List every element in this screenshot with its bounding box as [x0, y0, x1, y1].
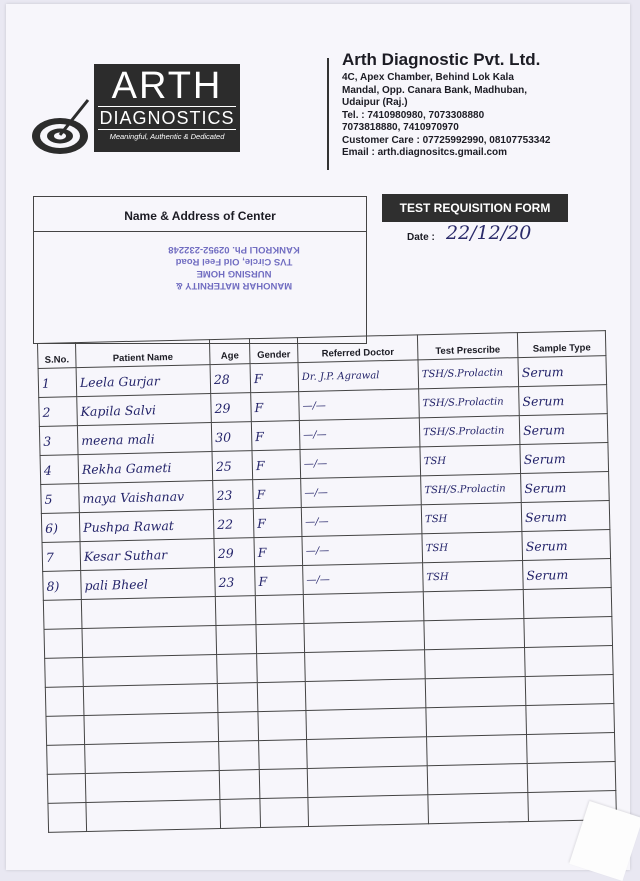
cell-test [428, 792, 529, 823]
cell-sno [44, 629, 83, 659]
cell-patient-name [84, 712, 219, 744]
cell-sno [47, 774, 86, 804]
cell-age [217, 654, 258, 684]
cell-referred-doctor: —/— [301, 505, 422, 537]
cell-patient-name: pali Bheel [81, 568, 216, 600]
address-line: Udaipur (Raj.) [342, 97, 408, 108]
column-header: Sample Type [517, 331, 606, 358]
cell-referred-doctor: Dr. J.P. Agrawal [298, 360, 419, 392]
cell-sample-type: Serum [519, 414, 608, 445]
cell-sno [45, 658, 84, 688]
cell-test: TSH/S.Prolactin [419, 387, 520, 418]
cell-age: 30 [211, 422, 252, 452]
phone-line: Tel. : 7410980980, 7073308880 [342, 109, 485, 121]
cell-referred-doctor: —/— [300, 447, 421, 479]
stamp-line: NURSING HOME [196, 268, 272, 279]
cell-gender: F [253, 479, 302, 509]
cell-sample-type: Serum [518, 356, 607, 387]
cell-age [217, 683, 258, 713]
cell-age [216, 625, 257, 655]
cell-age: 22 [213, 509, 254, 539]
cell-sno: 5 [41, 484, 80, 514]
cell-gender: F [254, 537, 303, 567]
cell-referred-doctor: —/— [303, 563, 424, 595]
phone-line: 7073818880, 7410970970 [342, 122, 459, 133]
cell-test: TSH [423, 561, 524, 592]
center-stamp [134, 243, 334, 291]
form-title: TEST REQUISITION FORM [382, 194, 568, 222]
cell-age: 28 [210, 364, 251, 394]
cell-gender: F [255, 566, 304, 596]
cell-sample-type: Serum [523, 559, 612, 590]
table-body [38, 356, 616, 833]
customer-care-line: Customer Care : 07725992990, 08107753342 [342, 134, 551, 146]
cell-gender [255, 595, 304, 625]
cell-sample-type [525, 675, 614, 706]
cell-gender: F [252, 450, 301, 480]
cell-test [425, 648, 526, 679]
logo-subtitle: DIAGNOSTICS [99, 108, 235, 128]
target-logo-icon [30, 98, 94, 156]
cell-gender [256, 624, 305, 654]
stamp-line: MANOHAR MATERNITY & [175, 280, 293, 291]
logo-tagline: Meaningful, Authentic & Dedicated [109, 132, 225, 141]
cell-referred-doctor [308, 795, 429, 827]
cell-referred-doctor: —/— [302, 534, 423, 566]
center-heading: Name & Address of Center [34, 197, 366, 232]
cell-sno: 4 [40, 455, 79, 485]
cell-sample-type: Serum [521, 501, 610, 532]
column-header: Patient Name [76, 340, 211, 368]
cell-sample-type [523, 588, 612, 619]
column-header: Age [209, 339, 250, 365]
cell-sno: 7 [42, 542, 81, 572]
cell-referred-doctor [307, 766, 428, 798]
cell-test: TSH [422, 532, 523, 563]
header-divider [327, 58, 329, 170]
cell-sample-type [527, 761, 616, 792]
cell-patient-name: Pushpa Rawat [79, 510, 214, 542]
brand-logo [94, 64, 240, 152]
cell-patient-name: maya Vaishanav [79, 481, 214, 513]
cell-test [426, 706, 527, 737]
stamp-line: TVS Circle, Old Feel Road [175, 256, 293, 267]
cell-sno [48, 803, 87, 833]
cell-patient-name [86, 799, 221, 831]
cell-gender: F [253, 508, 302, 538]
cell-referred-doctor [303, 592, 424, 624]
cell-age: 29 [211, 393, 252, 423]
cell-age [220, 799, 261, 829]
cell-sno: 2 [39, 397, 78, 427]
address-line: Mandal, Opp. Canara Bank, Madhuban, [342, 84, 528, 96]
cell-patient-name: meena mali [77, 423, 212, 455]
cell-referred-doctor: —/— [299, 389, 420, 421]
cell-gender: F [250, 363, 299, 393]
cell-sno: 6) [41, 513, 80, 543]
cell-patient-name [81, 597, 216, 629]
cell-referred-doctor: —/— [299, 418, 420, 450]
cell-sample-type [524, 617, 613, 648]
cell-gender [257, 682, 306, 712]
cell-sample-type: Serum [519, 385, 608, 416]
cell-sno: 8) [43, 571, 82, 601]
cell-patient-name: Leela Gurjar [76, 365, 211, 397]
cell-test [423, 590, 524, 621]
cell-test: TSH/S.Prolactin [419, 416, 520, 447]
cell-sno: 1 [38, 368, 77, 398]
cell-sample-type [526, 704, 615, 735]
cell-sample-type: Serum [520, 443, 609, 474]
column-header: S.No. [38, 343, 77, 369]
cell-sample-type [525, 646, 614, 677]
cell-gender [258, 710, 307, 740]
logo-wordmark: ARTH [111, 65, 223, 107]
stamp-line: KANKROLI Ph. 02952-232248 [168, 244, 300, 255]
cell-test: TSH/S.Prolactin [418, 358, 519, 389]
cell-patient-name: Kapila Salvi [77, 394, 212, 426]
cell-age: 23 [215, 567, 256, 597]
cell-gender [259, 768, 308, 798]
cell-gender: F [251, 421, 300, 451]
date-label: Date : [407, 232, 435, 243]
column-header: Test Prescribe [417, 333, 518, 360]
cell-sno [47, 745, 86, 775]
cell-age: 29 [214, 538, 255, 568]
cell-sample-type: Serum [521, 472, 610, 503]
center-address-box [33, 196, 367, 344]
cell-patient-name [85, 741, 220, 773]
cell-age [219, 741, 260, 771]
company-name: Arth Diagnostic Pvt. Ltd. [342, 50, 541, 69]
cell-patient-name: Rekha Gameti [78, 452, 213, 484]
column-header: Referred Doctor [297, 335, 418, 363]
cell-patient-name [82, 626, 217, 658]
cell-sno [43, 600, 82, 630]
cell-age: 23 [213, 480, 254, 510]
address-line: 4C, Apex Chamber, Behind Lok Kala [342, 72, 514, 83]
cell-patient-name [85, 770, 220, 802]
cell-referred-doctor [305, 679, 426, 711]
email-line: Email : arth.diagnositcs.gmail.com [342, 147, 508, 158]
cell-referred-doctor [304, 621, 425, 653]
cell-gender: F [251, 392, 300, 422]
cell-sno: 3 [39, 426, 78, 456]
cell-sample-type: Serum [522, 530, 611, 561]
cell-test: TSH [420, 445, 521, 476]
requisition-table [37, 330, 617, 833]
column-header: Gender [249, 338, 298, 364]
cell-referred-doctor [305, 650, 426, 682]
cell-age [218, 712, 259, 742]
cell-referred-doctor [306, 708, 427, 740]
date-value: 22/12/20 [446, 222, 532, 244]
cell-test [425, 677, 526, 708]
cell-patient-name [83, 683, 218, 715]
cell-sno [46, 716, 85, 746]
cell-referred-doctor [307, 737, 428, 769]
cell-age [215, 596, 256, 626]
cell-test [427, 734, 528, 765]
cell-test: TSH/S.Prolactin [421, 474, 522, 505]
cell-age: 25 [212, 451, 253, 481]
cell-patient-name [83, 655, 218, 687]
cell-test [424, 619, 525, 650]
cell-gender [259, 739, 308, 769]
cell-test: TSH [421, 503, 522, 534]
cell-age [219, 770, 260, 800]
company-info [342, 48, 612, 160]
cell-sample-type [527, 732, 616, 763]
cell-gender [260, 797, 309, 827]
cell-patient-name: Kesar Suthar [80, 539, 215, 571]
cell-gender [257, 653, 306, 683]
cell-referred-doctor: —/— [301, 476, 422, 508]
cell-sno [45, 687, 84, 717]
cell-test [427, 763, 528, 794]
